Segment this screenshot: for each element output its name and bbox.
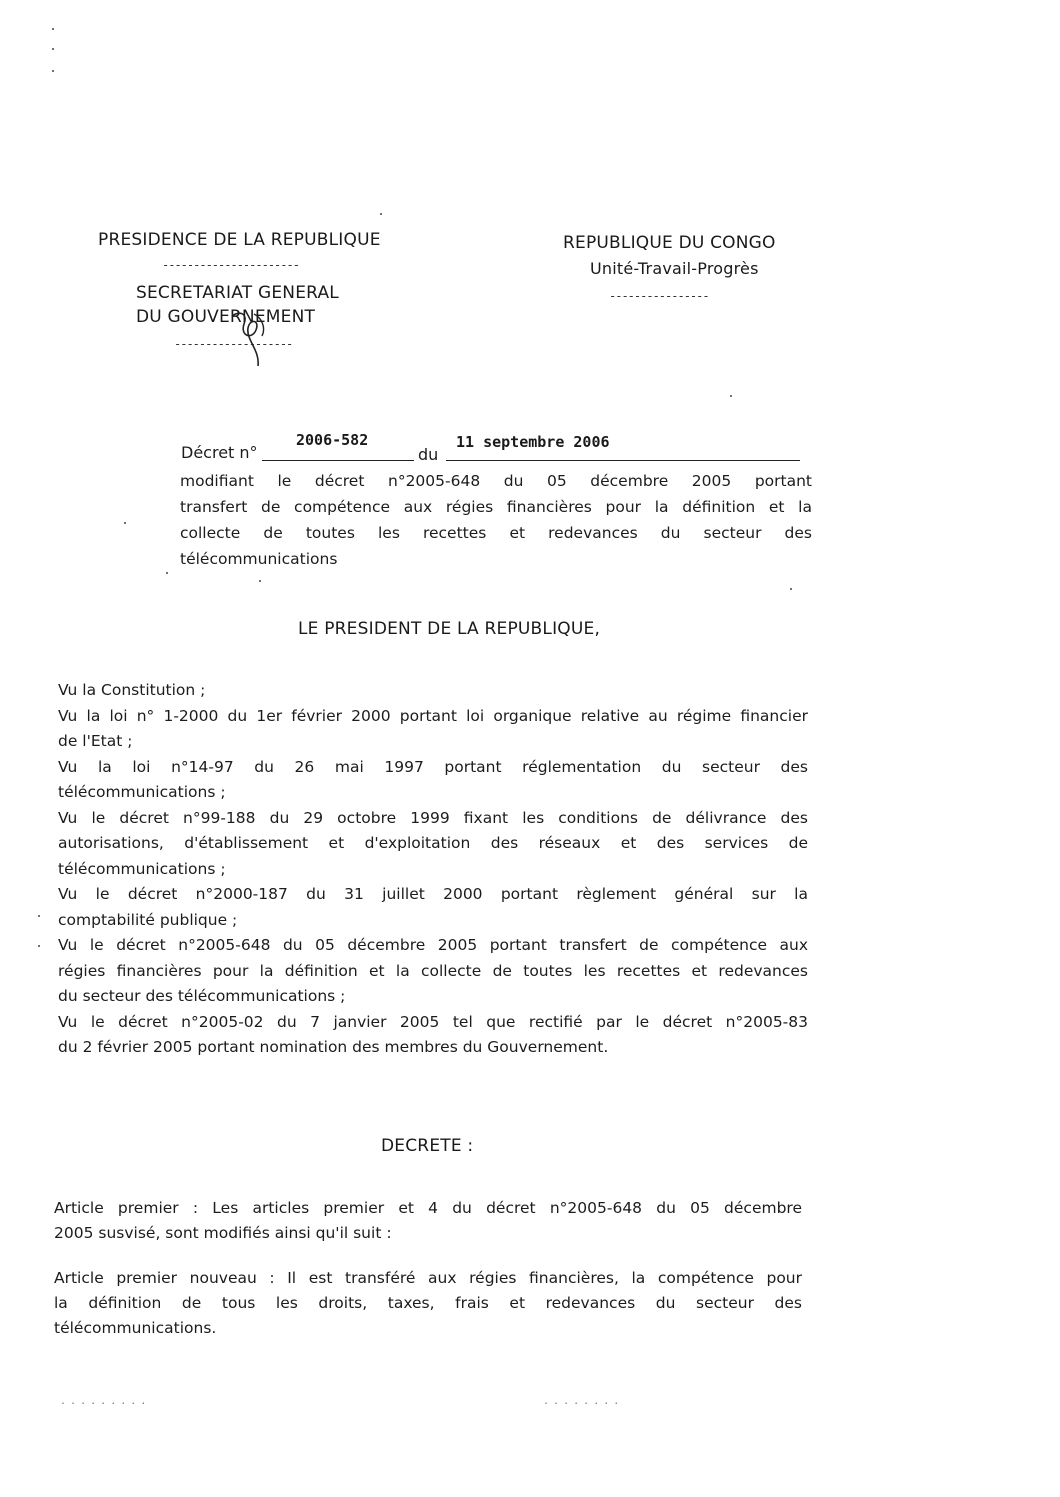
- scan-speck: [52, 70, 54, 72]
- handwritten-initials-mark: [226, 306, 276, 372]
- visa-line: Vu la loi n°14-97 du 26 mai 1997 portant réglementation du secteur des: [58, 757, 808, 776]
- scan-speck: [166, 572, 168, 574]
- visa-line: Vu le décret n°99-188 du 29 octobre 1999 fixant les conditions de délivrance des: [58, 808, 808, 827]
- subject-line: télécommunications: [180, 550, 338, 568]
- article-line: Article premier nouveau : Il est transféré aux régies financières, la compétence pour: [54, 1269, 802, 1287]
- decree-label: Décret n°: [181, 443, 258, 462]
- article-line: Article premier : Les articles premier et 4 du décret n°2005-648 du 05 décembre: [54, 1199, 802, 1217]
- header-left-separator-2: -------------------: [174, 337, 293, 351]
- footer-mark-right: . . . . . . . .: [543, 1396, 619, 1407]
- visa-line: Vu la Constitution ;: [58, 681, 206, 699]
- header-motto: Unité-Travail-Progrès: [590, 259, 759, 278]
- subject-line: modifiant le décret n°2005-648 du 05 décembre 2005 portant: [180, 472, 812, 490]
- decree-date-line: [446, 460, 800, 461]
- header-republique-congo: REPUBLIQUE DU CONGO: [563, 233, 776, 253]
- visa-line: régies financières pour la définition et la collecte de toutes les recettes et redevances: [58, 961, 808, 980]
- visa-line: Vu le décret n°2005-02 du 7 janvier 2005 tel que rectifié par le décret n°2005-83: [58, 1012, 808, 1031]
- header-secretariat: SECRETARIAT GENERAL: [136, 283, 339, 303]
- visa-line: Vu le décret n°2000-187 du 31 juillet 2000 portant règlement général sur la: [58, 885, 808, 903]
- scan-speck: [52, 28, 54, 30]
- visa-line: Vu la loi n° 1-2000 du 1er février 2000 portant loi organique relative au régime financier: [58, 706, 808, 725]
- subject-line: transfert de compétence aux régies financières pour la définition et la: [180, 498, 812, 516]
- header-gouvernement: DU GOUVERNEMENT: [136, 307, 316, 327]
- visa-line: comptabilité publique ;: [58, 910, 238, 929]
- article-premier: [54, 1196, 802, 1246]
- decree-number: 2006-582: [296, 431, 369, 449]
- header-left-separator: ----------------------: [162, 258, 299, 272]
- visa-line: télécommunications ;: [58, 783, 226, 801]
- decree-number-line: [262, 460, 414, 461]
- footer-mark-left: . . . . . . . . .: [60, 1396, 146, 1407]
- article-premier-nouveau: [54, 1266, 802, 1341]
- scan-speck: [790, 588, 792, 590]
- scan-speck: [730, 395, 732, 397]
- decree-du-label: du: [418, 445, 439, 464]
- scan-speck: [380, 213, 382, 215]
- scan-speck: [259, 580, 261, 582]
- header-right-separator: ----------------: [609, 289, 709, 303]
- scan-speck: [38, 945, 40, 947]
- article-line: la définition de tous les droits, taxes, frais et redevances du secteur des: [54, 1294, 802, 1312]
- scan-speck: [52, 48, 54, 50]
- visa-line: de l'Etat ;: [58, 732, 133, 750]
- article-line: télécommunications.: [54, 1319, 217, 1337]
- visa-line: du 2 février 2005 portant nomination des membres du Gouvernement.: [58, 1038, 609, 1056]
- decrete-heading: DECRETE :: [381, 1136, 474, 1156]
- visas-block: [58, 678, 808, 1061]
- decree-subject: [180, 468, 812, 572]
- article-line: 2005 susvisé, sont modifiés ainsi qu'il suit :: [54, 1224, 392, 1242]
- president-heading: LE PRESIDENT DE LA REPUBLIQUE,: [298, 619, 601, 639]
- subject-line: collecte de toutes les recettes et redevances du secteur des: [180, 524, 812, 542]
- visa-line: autorisations, d'établissement et d'exploitation des réseaux et des services de: [58, 834, 808, 852]
- decree-date: 11 septembre 2006: [456, 433, 610, 451]
- header-presidence: PRESIDENCE DE LA REPUBLIQUE: [98, 230, 381, 250]
- scan-speck: [38, 915, 40, 917]
- visa-line: télécommunications ;: [58, 859, 226, 878]
- visa-line: du secteur des télécommunications ;: [58, 987, 346, 1005]
- visa-line: Vu le décret n°2005-648 du 05 décembre 2005 portant transfert de compétence aux: [58, 936, 808, 954]
- scan-speck: [124, 522, 126, 524]
